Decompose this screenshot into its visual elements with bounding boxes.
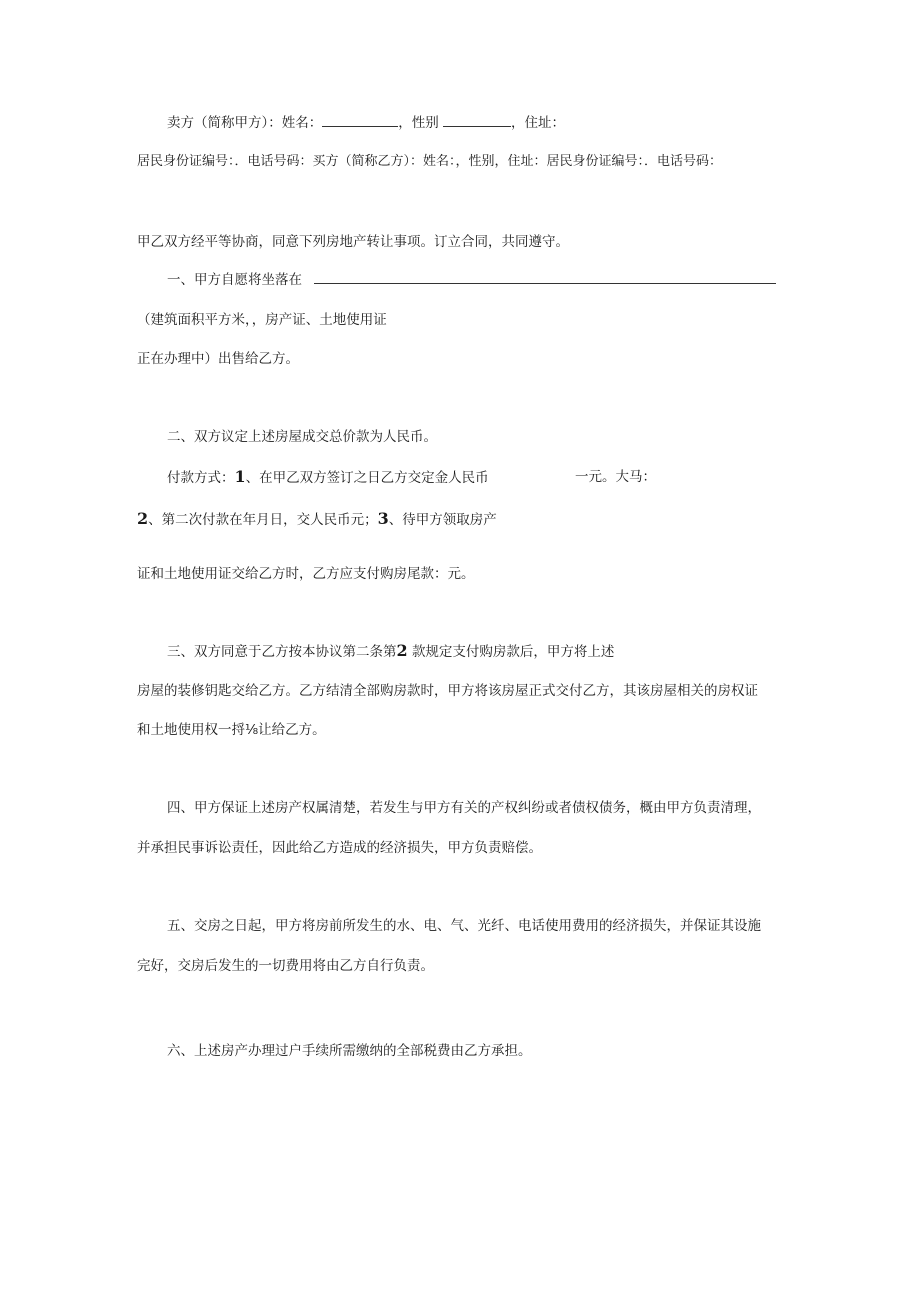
clause3-num: 2 [396,641,408,660]
clause4-line2: 并承担民事诉讼责任，因此给乙方造成的经济损失，甲方负责赔偿。 [137,840,542,856]
gender-label: ，性别 [398,115,439,131]
clause1-line3: 正在办理中）出售给乙方。 [137,351,299,367]
clause5-line1: 五、交房之日起，甲方将房前所发生的水、电、气、光纤、电话使用费用的经济损失，并保证其设施 [167,918,761,934]
clause4-line1: 四、甲方保证上述房产权属清楚，若发生与甲方有关的产权纠纷或者债权债务，概由甲方负责清理， [167,800,761,816]
payment-text-1: 、在甲乙双方签订之日乙方交定金人民币 [245,470,489,486]
payment-num-1: 1 [234,467,246,486]
clause2-line-final: 证和土地使用证交给乙方时，乙方应支付购房尾款：元。 [137,566,475,582]
clause3-text-b: 款规定支付购房款后，甲方将上述 [411,644,615,660]
payment-label: 付款方式： [167,470,235,486]
property-location-blank[interactable] [314,271,776,284]
intro-text: 甲乙双方经平等协商，同意下列房地产转让事项。订立合同，共同遵守。 [137,234,569,250]
payment-text-2: 、第二次付款在年月日，交人民币元； [148,512,378,528]
payment-num-2: 2 [137,509,149,528]
clause2-lead: 二、双方议定上述房屋成交总价款为人民币。 [167,429,437,445]
clause2-line3 [137,510,497,529]
payment-num-3: 3 [377,509,389,528]
seller-line [167,114,565,132]
clause2-payment-line [167,468,489,487]
address-label: ，住址： [511,115,566,131]
clause3-line1 [167,642,614,661]
clause1-line1 [167,271,776,289]
clause5-line2: 完好，交房后发生的一切费用将由乙方自行负责。 [137,958,434,974]
payment-text-1-end: 一元。大马： [575,469,656,485]
id-line: 居民身份证编号：．电话号码：买方（简称乙方）：姓名：，性别，住址：居民身份证编号：．电话号码： [137,154,723,169]
seller-label: 卖方（简称甲方）：姓名： [167,115,323,131]
payment-text-3: 、待甲方领取房产 [388,512,497,528]
seller-gender-blank[interactable] [443,114,511,127]
clause1-line2: （建筑面积平方米，，房产证、土地使用证 [137,312,387,328]
seller-name-blank[interactable] [322,114,398,127]
clause3-text-a: 三、双方同意于乙方按本协议第二条第 [167,644,397,660]
clause3-line3: 和土地使用权一捋⅛让给乙方。 [137,722,326,738]
clause1-lead: 一、甲方自愿将坐落在 [167,272,302,288]
clause6-line1: 六、上述房产办理过户手续所需缴纳的全部税费由乙方承担。 [167,1043,532,1059]
clause3-line2: 房屋的装修钥匙交给乙方。乙方结清全部购房款时，甲方将该房屋正式交付乙方，其该房屋相关的房权证 [137,683,758,699]
